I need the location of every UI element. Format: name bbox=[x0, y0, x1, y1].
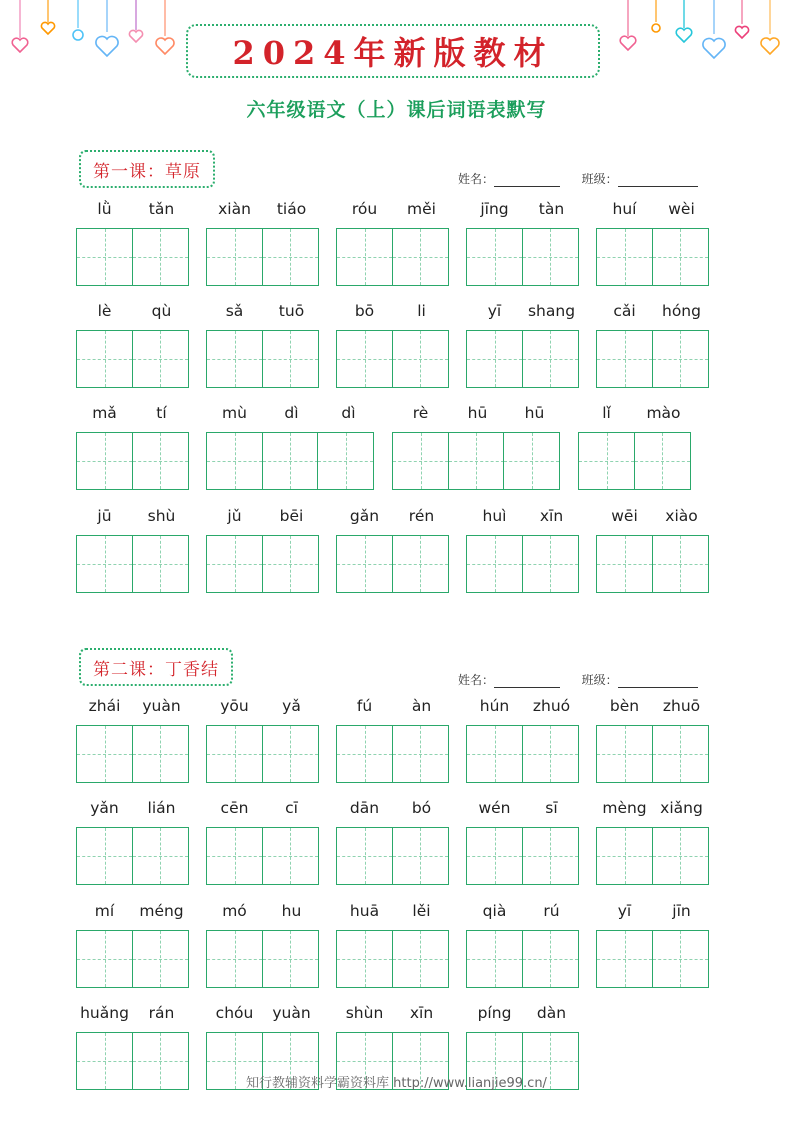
writing-cell[interactable] bbox=[206, 827, 263, 885]
watermark: 知行教辅资料学霸资料库 http://www.lianjie99.cn/ bbox=[246, 1076, 547, 1091]
pinyin-syllable: lǐ bbox=[602, 404, 611, 422]
tianzige-boxes bbox=[336, 228, 447, 286]
pinyin-line bbox=[578, 404, 692, 426]
pinyin-syllable: sī bbox=[545, 799, 558, 817]
pinyin-syllable: tí bbox=[156, 404, 167, 422]
pinyin-line bbox=[76, 200, 190, 222]
pinyin-syllable: shù bbox=[147, 507, 176, 525]
writing-cell[interactable] bbox=[76, 930, 133, 988]
lesson-title-1: 第一课：草原 bbox=[79, 150, 215, 188]
tianzige-boxes bbox=[76, 725, 187, 783]
pinyin-syllable: huā bbox=[349, 902, 380, 920]
class-blank[interactable] bbox=[618, 675, 698, 688]
tianzige-boxes bbox=[596, 725, 707, 783]
pinyin-syllable: huì bbox=[482, 507, 507, 525]
pinyin-line bbox=[466, 507, 580, 529]
tianzige-boxes bbox=[596, 827, 707, 885]
pinyin-syllable: cēn bbox=[220, 799, 249, 817]
pinyin-syllable: yī bbox=[487, 302, 502, 320]
writing-cell[interactable] bbox=[522, 930, 579, 988]
pinyin-syllable: jīng bbox=[480, 200, 509, 218]
pinyin-line bbox=[76, 799, 190, 821]
pinyin-syllable: wèi bbox=[668, 200, 695, 218]
pinyin-syllable: cī bbox=[285, 799, 298, 817]
tianzige-boxes bbox=[466, 930, 577, 988]
writing-cell[interactable] bbox=[336, 725, 393, 783]
writing-cell[interactable] bbox=[392, 535, 449, 593]
writing-cell[interactable] bbox=[466, 827, 523, 885]
hanging-hearts-decoration-left bbox=[0, 0, 185, 60]
writing-cell[interactable] bbox=[596, 535, 653, 593]
writing-cell[interactable] bbox=[392, 432, 449, 490]
pinyin-line bbox=[466, 902, 580, 924]
tianzige-boxes bbox=[206, 930, 317, 988]
pinyin-syllable: fú bbox=[356, 697, 373, 715]
writing-cell[interactable] bbox=[76, 535, 133, 593]
pinyin-line bbox=[466, 697, 580, 719]
pinyin-syllable: mí bbox=[94, 902, 115, 920]
writing-cell[interactable] bbox=[336, 535, 393, 593]
pinyin-syllable: lè bbox=[97, 302, 112, 320]
tianzige-boxes bbox=[76, 330, 187, 388]
pinyin-syllable: hu bbox=[281, 902, 302, 920]
pinyin-line bbox=[76, 1004, 190, 1026]
writing-cell[interactable] bbox=[336, 930, 393, 988]
tianzige-boxes bbox=[206, 827, 317, 885]
tianzige-boxes bbox=[466, 725, 577, 783]
pinyin-syllable: jǔ bbox=[227, 507, 242, 525]
pinyin-syllable: dì bbox=[284, 404, 299, 422]
pinyin-syllable: huí bbox=[612, 200, 637, 218]
pinyin-syllable: zhuó bbox=[532, 697, 571, 715]
pinyin-line bbox=[206, 697, 320, 719]
pinyin-syllable: rú bbox=[543, 902, 560, 920]
writing-cell[interactable] bbox=[652, 535, 709, 593]
tianzige-boxes bbox=[76, 228, 187, 286]
pinyin-line bbox=[336, 302, 450, 324]
writing-cell[interactable] bbox=[522, 535, 579, 593]
writing-cell[interactable] bbox=[132, 725, 189, 783]
pinyin-syllable: li bbox=[417, 302, 426, 320]
writing-cell[interactable] bbox=[466, 930, 523, 988]
pinyin-line bbox=[336, 902, 450, 924]
writing-cell[interactable] bbox=[466, 535, 523, 593]
pinyin-syllable: mèng bbox=[602, 799, 647, 817]
writing-cell[interactable] bbox=[652, 228, 709, 286]
writing-cell[interactable] bbox=[522, 228, 579, 286]
pinyin-syllable: wén bbox=[478, 799, 511, 817]
class-label: 班级： bbox=[581, 172, 618, 186]
writing-cell[interactable] bbox=[262, 228, 319, 286]
writing-cell[interactable] bbox=[336, 827, 393, 885]
tianzige-boxes bbox=[596, 228, 707, 286]
pinyin-syllable: lián bbox=[147, 799, 176, 817]
pinyin-syllable: mù bbox=[222, 404, 247, 422]
writing-cell[interactable] bbox=[652, 930, 709, 988]
writing-cell[interactable] bbox=[392, 827, 449, 885]
pinyin-syllable: sǎ bbox=[225, 302, 244, 320]
pinyin-syllable: yuàn bbox=[272, 1004, 311, 1022]
writing-cell[interactable] bbox=[522, 725, 579, 783]
writing-cell[interactable] bbox=[466, 330, 523, 388]
hanging-hearts-decoration-right bbox=[618, 0, 793, 60]
pinyin-syllable: měi bbox=[407, 200, 436, 218]
writing-cell[interactable] bbox=[392, 330, 449, 388]
tianzige-boxes bbox=[76, 827, 187, 885]
tianzige-boxes bbox=[206, 432, 373, 490]
pinyin-line bbox=[206, 404, 377, 426]
pinyin-syllable: bèn bbox=[609, 697, 640, 715]
pinyin-syllable: rén bbox=[408, 507, 435, 525]
pinyin-syllable: dì bbox=[341, 404, 356, 422]
pinyin-syllable: tàn bbox=[538, 200, 565, 218]
pinyin-syllable: xiào bbox=[665, 507, 698, 525]
writing-cell[interactable] bbox=[262, 827, 319, 885]
pinyin-syllable: bēi bbox=[279, 507, 304, 525]
pinyin-syllable: bó bbox=[411, 799, 432, 817]
pinyin-line bbox=[596, 902, 710, 924]
pinyin-line bbox=[336, 697, 450, 719]
student-info-2 bbox=[458, 671, 698, 688]
writing-cell[interactable] bbox=[262, 930, 319, 988]
pinyin-syllable: jīn bbox=[672, 902, 691, 920]
pinyin-syllable: yōu bbox=[220, 697, 249, 715]
tianzige-boxes bbox=[336, 725, 447, 783]
pinyin-line bbox=[336, 799, 450, 821]
writing-cell[interactable] bbox=[466, 725, 523, 783]
pinyin-syllable: tuō bbox=[278, 302, 305, 320]
pinyin-syllable: rè bbox=[412, 404, 429, 422]
writing-cell[interactable] bbox=[596, 228, 653, 286]
pinyin-syllable: xiǎng bbox=[660, 799, 703, 817]
writing-cell[interactable] bbox=[132, 930, 189, 988]
pinyin-syllable: bō bbox=[354, 302, 375, 320]
pinyin-line bbox=[596, 507, 710, 529]
writing-cell[interactable] bbox=[522, 330, 579, 388]
writing-cell[interactable] bbox=[634, 432, 691, 490]
writing-cell[interactable] bbox=[262, 535, 319, 593]
tianzige-boxes bbox=[76, 930, 187, 988]
pinyin-line bbox=[76, 404, 190, 426]
pinyin-syllable: shùn bbox=[345, 1004, 384, 1022]
lesson-title-2: 第二课：丁香结 bbox=[79, 648, 233, 686]
student-info-1 bbox=[458, 170, 698, 187]
tianzige-boxes bbox=[392, 432, 559, 490]
pinyin-line bbox=[596, 200, 710, 222]
pinyin-syllable: tiáo bbox=[276, 200, 307, 218]
pinyin-syllable: yǎ bbox=[282, 697, 301, 715]
writing-cell[interactable] bbox=[132, 228, 189, 286]
writing-cell[interactable] bbox=[262, 432, 319, 490]
pinyin-line bbox=[206, 200, 320, 222]
pinyin-syllable: dān bbox=[349, 799, 380, 817]
pinyin-line bbox=[596, 799, 710, 821]
pinyin-syllable: jū bbox=[97, 507, 112, 525]
pinyin-line bbox=[76, 697, 190, 719]
pinyin-line bbox=[336, 1004, 450, 1026]
writing-cell[interactable] bbox=[578, 432, 635, 490]
pinyin-syllable: xīn bbox=[539, 507, 564, 525]
pinyin-syllable: yuàn bbox=[142, 697, 181, 715]
pinyin-syllable: gǎn bbox=[349, 507, 380, 525]
tianzige-boxes bbox=[336, 535, 447, 593]
writing-cell[interactable] bbox=[132, 432, 189, 490]
page-subtitle: 六年级语文（上）课后词语表默写 bbox=[246, 99, 547, 121]
pinyin-syllable: yǎn bbox=[90, 799, 119, 817]
writing-cell[interactable] bbox=[652, 827, 709, 885]
pinyin-line bbox=[466, 302, 580, 324]
pinyin-syllable: hún bbox=[479, 697, 510, 715]
tianzige-boxes bbox=[206, 330, 317, 388]
pinyin-syllable: chóu bbox=[215, 1004, 254, 1022]
writing-cell[interactable] bbox=[76, 827, 133, 885]
pinyin-syllable: zhái bbox=[88, 697, 121, 715]
pinyin-line bbox=[206, 507, 320, 529]
writing-cell[interactable] bbox=[596, 827, 653, 885]
pinyin-syllable: shang bbox=[527, 302, 576, 320]
tianzige-boxes bbox=[596, 930, 707, 988]
writing-cell[interactable] bbox=[262, 330, 319, 388]
writing-cell[interactable] bbox=[392, 930, 449, 988]
pinyin-syllable: tǎn bbox=[148, 200, 175, 218]
tianzige-boxes bbox=[336, 930, 447, 988]
pinyin-syllable: róu bbox=[351, 200, 378, 218]
pinyin-syllable: zhuō bbox=[662, 697, 701, 715]
writing-cell[interactable] bbox=[596, 330, 653, 388]
writing-cell[interactable] bbox=[206, 228, 263, 286]
pinyin-line bbox=[206, 1004, 320, 1026]
writing-cell[interactable] bbox=[206, 432, 263, 490]
writing-cell[interactable] bbox=[336, 228, 393, 286]
writing-cell[interactable] bbox=[652, 330, 709, 388]
pinyin-syllable: àn bbox=[411, 697, 432, 715]
pinyin-syllable: cǎi bbox=[613, 302, 636, 320]
writing-cell[interactable] bbox=[596, 930, 653, 988]
pinyin-syllable: lěi bbox=[412, 902, 431, 920]
pinyin-line bbox=[392, 404, 563, 426]
tianzige-boxes bbox=[206, 228, 317, 286]
pinyin-syllable: qù bbox=[151, 302, 172, 320]
pinyin-syllable: píng bbox=[477, 1004, 512, 1022]
pinyin-line bbox=[76, 902, 190, 924]
pinyin-line bbox=[76, 507, 190, 529]
pinyin-syllable: hū bbox=[467, 404, 488, 422]
writing-cell[interactable] bbox=[132, 827, 189, 885]
pinyin-line bbox=[336, 507, 450, 529]
tianzige-boxes bbox=[336, 827, 447, 885]
pinyin-line bbox=[466, 799, 580, 821]
writing-cell[interactable] bbox=[336, 330, 393, 388]
pinyin-syllable: qià bbox=[482, 902, 507, 920]
pinyin-syllable: xiàn bbox=[218, 200, 251, 218]
writing-cell[interactable] bbox=[522, 827, 579, 885]
name-blank[interactable] bbox=[494, 675, 560, 688]
tianzige-boxes bbox=[206, 725, 317, 783]
writing-cell[interactable] bbox=[206, 930, 263, 988]
writing-cell[interactable] bbox=[466, 228, 523, 286]
tianzige-boxes bbox=[76, 535, 187, 593]
tianzige-boxes bbox=[466, 535, 577, 593]
writing-cell[interactable] bbox=[206, 725, 263, 783]
pinyin-line bbox=[206, 799, 320, 821]
writing-cell[interactable] bbox=[392, 228, 449, 286]
pinyin-syllable: xīn bbox=[409, 1004, 434, 1022]
name-label: 姓名： bbox=[458, 673, 495, 687]
tianzige-boxes bbox=[206, 535, 317, 593]
tianzige-boxes bbox=[336, 330, 447, 388]
writing-cell[interactable] bbox=[76, 330, 133, 388]
pinyin-line bbox=[206, 302, 320, 324]
pinyin-line bbox=[76, 302, 190, 324]
tianzige-boxes bbox=[578, 432, 689, 490]
writing-cell[interactable] bbox=[503, 432, 560, 490]
writing-cell[interactable] bbox=[317, 432, 374, 490]
pinyin-line bbox=[596, 697, 710, 719]
tianzige-boxes bbox=[466, 827, 577, 885]
class-label: 班级： bbox=[581, 673, 618, 687]
pinyin-syllable: dàn bbox=[536, 1004, 567, 1022]
tianzige-boxes bbox=[466, 228, 577, 286]
writing-cell[interactable] bbox=[262, 725, 319, 783]
class-blank[interactable] bbox=[618, 174, 698, 187]
pinyin-syllable: wēi bbox=[611, 507, 638, 525]
name-blank[interactable] bbox=[494, 174, 560, 187]
pinyin-line bbox=[466, 1004, 580, 1026]
writing-cell[interactable] bbox=[596, 725, 653, 783]
pinyin-line bbox=[466, 200, 580, 222]
name-label: 姓名： bbox=[458, 172, 495, 186]
pinyin-syllable: hóng bbox=[662, 302, 701, 320]
writing-cell[interactable] bbox=[392, 725, 449, 783]
pinyin-line bbox=[206, 902, 320, 924]
pinyin-syllable: lǜ bbox=[97, 200, 112, 218]
writing-cell[interactable] bbox=[76, 725, 133, 783]
writing-cell[interactable] bbox=[448, 432, 505, 490]
tianzige-boxes bbox=[596, 330, 707, 388]
tianzige-boxes bbox=[466, 330, 577, 388]
writing-cell[interactable] bbox=[206, 330, 263, 388]
tianzige-boxes bbox=[596, 535, 707, 593]
pinyin-syllable: huǎng bbox=[80, 1004, 129, 1022]
writing-cell[interactable] bbox=[132, 330, 189, 388]
pinyin-syllable: hū bbox=[524, 404, 545, 422]
tianzige-boxes bbox=[76, 432, 187, 490]
pinyin-line bbox=[596, 302, 710, 324]
page-title: 2024年新版教材 bbox=[186, 24, 600, 78]
pinyin-syllable: yī bbox=[617, 902, 632, 920]
pinyin-syllable: mào bbox=[646, 404, 681, 422]
writing-cell[interactable] bbox=[652, 725, 709, 783]
pinyin-syllable: mó bbox=[222, 902, 247, 920]
pinyin-syllable: mǎ bbox=[92, 404, 117, 422]
writing-cell[interactable] bbox=[76, 228, 133, 286]
writing-cell[interactable] bbox=[76, 432, 133, 490]
writing-cell[interactable] bbox=[132, 535, 189, 593]
pinyin-syllable: méng bbox=[139, 902, 184, 920]
writing-cell[interactable] bbox=[206, 535, 263, 593]
pinyin-line bbox=[336, 200, 450, 222]
pinyin-syllable: rán bbox=[148, 1004, 175, 1022]
